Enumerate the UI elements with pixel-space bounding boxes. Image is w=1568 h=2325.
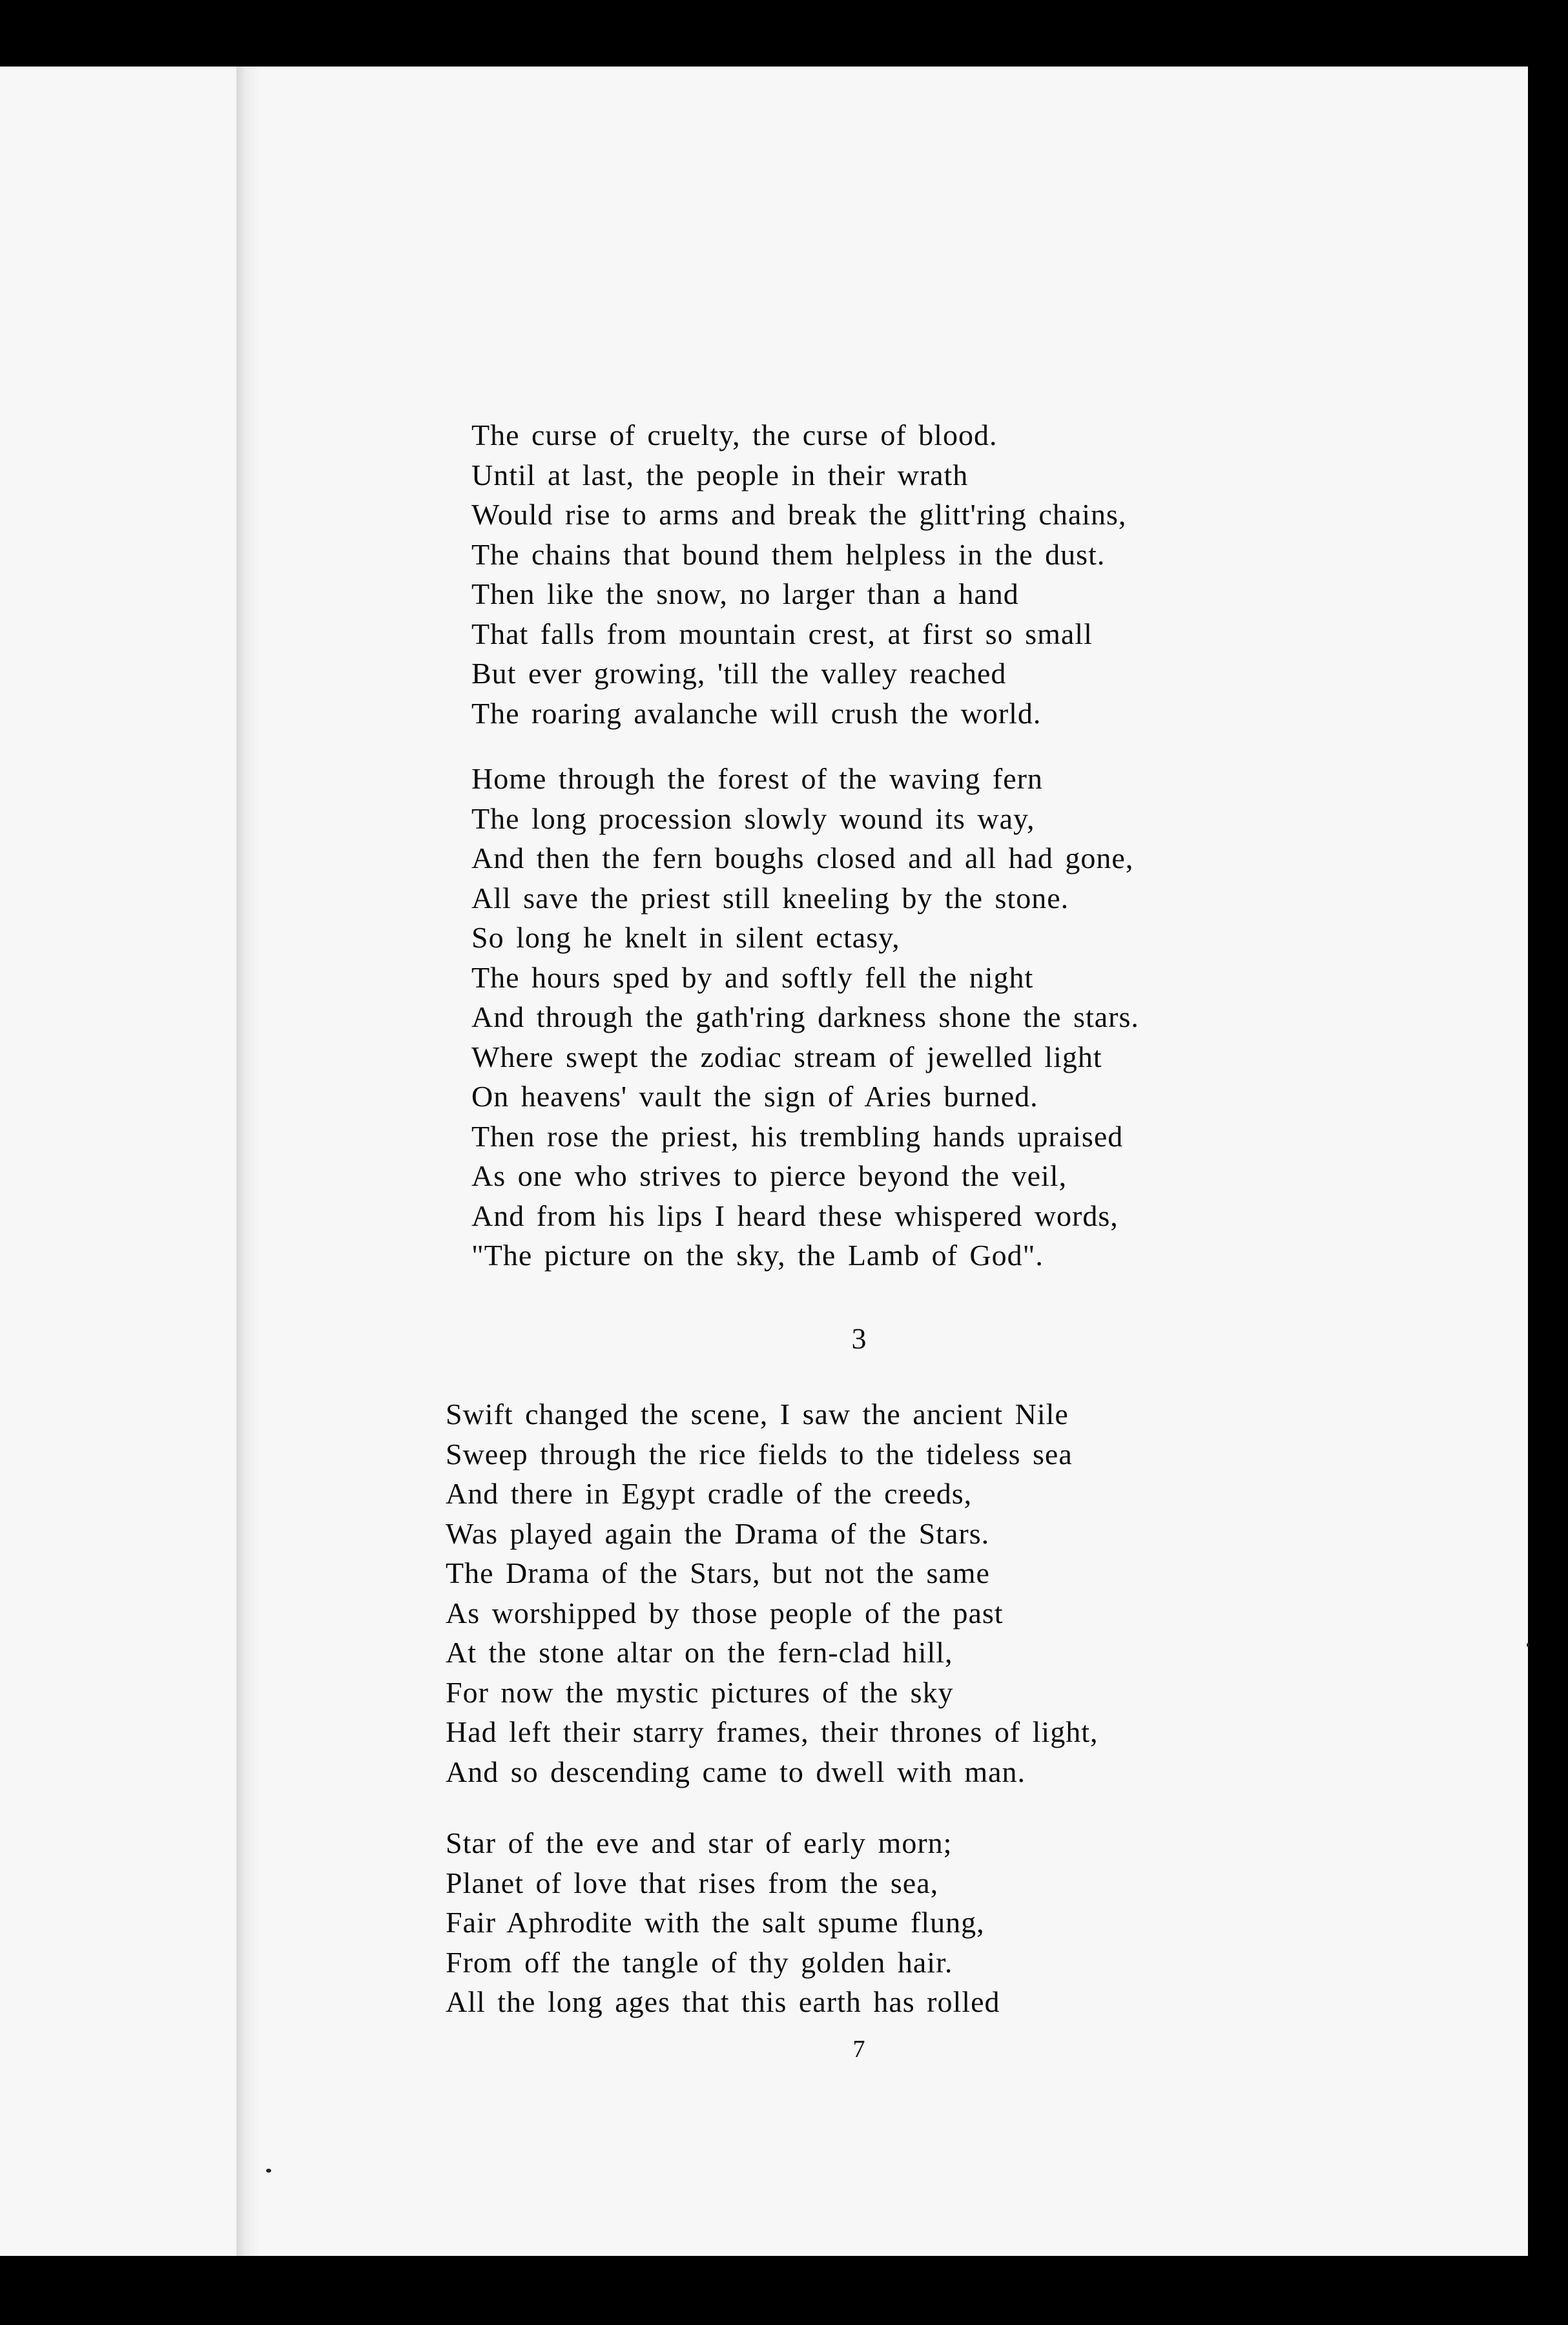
poem-line: The Drama of the Stars, but not the same [446, 1556, 990, 1589]
stanza-2 [471, 759, 1139, 1276]
poem-line: The curse of cruelty, the curse of blood. [471, 418, 998, 451]
poem-line: As worshipped by those people of the past [446, 1596, 1004, 1629]
poem-line: All save the priest still kneeling by the stone. [471, 881, 1069, 914]
poem-line: Swift changed the scene, I saw the ancient Nile [446, 1398, 1069, 1431]
poem-line: Would rise to arms and break the glitt'ring chains, [471, 498, 1127, 531]
stanza-4 [446, 1823, 1000, 2022]
poem-line: Then like the snow, no larger than a hand [471, 577, 1019, 610]
poem-line: But ever growing, 'till the valley reached [471, 657, 1007, 690]
poem-line: "The picture on the sky, the Lamb of God". [471, 1239, 1044, 1272]
poem-line: As one who strives to pierce beyond the veil, [471, 1159, 1068, 1192]
poem-line: Planet of love that rises from the sea, [446, 1866, 939, 1899]
poem-line: Where swept the zodiac stream of jewelled light [471, 1040, 1102, 1073]
poem-line: Home through the forest of the waving fern [471, 762, 1043, 795]
poem-line: Then rose the priest, his trembling hands upraised [471, 1119, 1124, 1153]
poem-line: All the long ages that this earth has rolled [446, 1985, 1000, 2018]
poem-line: The roaring avalanche will crush the world. [471, 696, 1042, 730]
poem-line: Until at last, the people in their wrath [471, 458, 969, 491]
poem-line: From off the tangle of thy golden hair. [446, 1945, 953, 1979]
section-number: 3 [851, 1322, 867, 1355]
poem-line: Had left their starry frames, their thrones of light, [446, 1715, 1099, 1748]
poem-line: Was played again the Drama of the Stars. [446, 1516, 990, 1550]
poem-line: And there in Egypt cradle of the creeds, [446, 1477, 973, 1510]
poem-line: For now the mystic pictures of the sky [446, 1675, 954, 1709]
poem-line: On heavens' vault the sign of Aries burned. [471, 1080, 1038, 1113]
poem-line: The hours sped by and softly fell the night [471, 960, 1034, 994]
poem-line: So long he knelt in silent ectasy, [471, 921, 900, 954]
poem-line: And from his lips I heard these whispered words, [471, 1199, 1119, 1232]
dust-speck [266, 2169, 271, 2173]
poem-line: That falls from mountain crest, at first so small [471, 617, 1093, 650]
dust-speck [1527, 1643, 1529, 1647]
poem-line: The chains that bound them helpless in the dust. [471, 537, 1106, 571]
poem-line: And then the fern boughs closed and all had gone, [471, 842, 1134, 874]
poem-line: At the stone altar on the fern-clad hill, [446, 1636, 953, 1669]
poem-line: Star of the eve and star of early morn; [446, 1826, 953, 1859]
poem-line: Sweep through the rice fields to the tideless sea [446, 1437, 1073, 1471]
stanza-3 [446, 1394, 1099, 1792]
poem-line: And through the gath'ring darkness shone the stars. [471, 1000, 1139, 1033]
poem-line: Fair Aphrodite with the salt spume flung, [446, 1906, 985, 1939]
page-number: 7 [852, 2036, 865, 2063]
book-page [0, 67, 1528, 2256]
poem-line: And so descending came to dwell with man. [446, 1755, 1026, 1788]
poem-line: The long procession slowly wound its way, [471, 801, 1035, 835]
stanza-1 [471, 415, 1126, 733]
gutter-shadow [236, 67, 260, 2256]
